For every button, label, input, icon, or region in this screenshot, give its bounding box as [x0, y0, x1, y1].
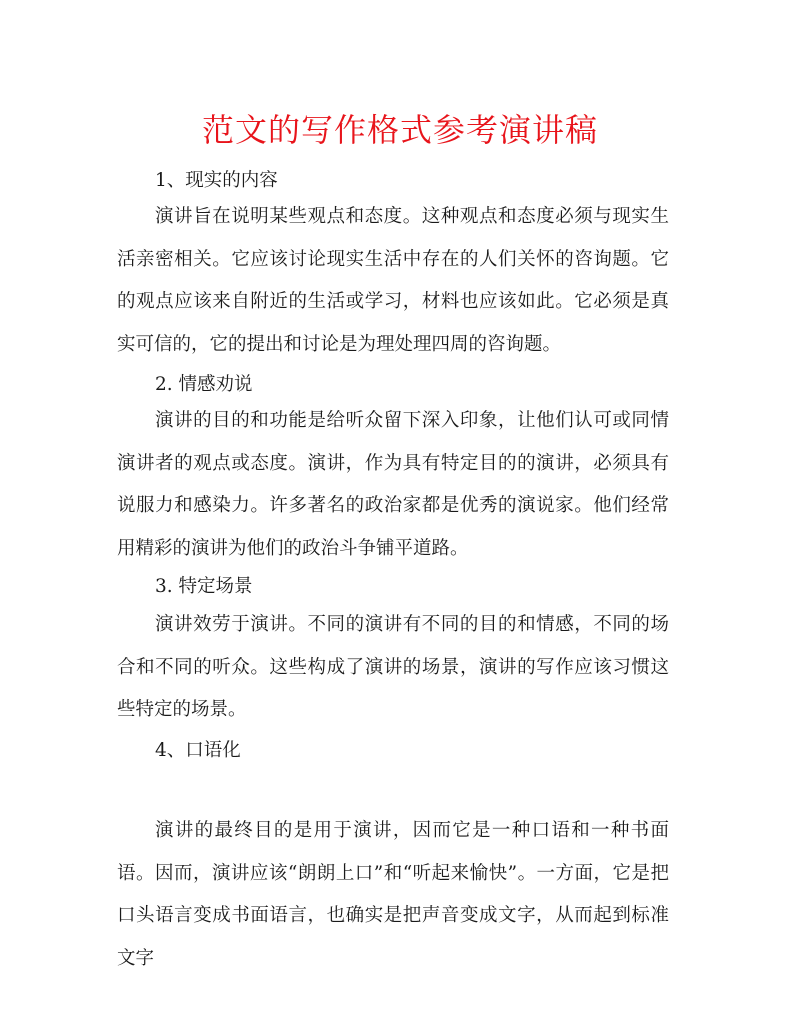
document-title: 范文的写作格式参考演讲稿 [201, 111, 598, 149]
paragraph-text: 演讲旨在说明某些观点和态度。这种观点和态度必须与现实生活亲密相关。它应该讨论现实生活中存在的人们关怀的咨询题。它的观点应该来自附近的生活或学习，材料也应该如此。它必须是真实可信的，它的提出和讨论是为理处理四周的咨询题。 [117, 206, 669, 355]
section-paragraph-3 [117, 604, 669, 732]
paragraph-text: 演讲的最终目的是用于演讲，因而它是一种口语和一种书面语。因而，演讲应该“朗朗上口”和“听起来愉快”。一方面，它是把口头语言变成书面语言，也确实是把声音变成文字，从而起到标准文字 [117, 820, 669, 969]
section-paragraph-2 [117, 400, 669, 570]
paragraph-text: 演讲效劳于演讲。不同的演讲有不同的目的和情感，不同的场合和不同的听众。这些构成了演讲的场景，演讲的写作应该习惯这些特定的场景。 [117, 614, 669, 720]
section-heading-2: 2. 情感劝说 [155, 374, 253, 395]
section-heading-1: 1、现实的内容 [155, 170, 278, 191]
paragraph-text: 演讲的目的和功能是给听众留下深入印象，让他们认可或同情演讲者的观点或态度。演讲，作为具有特定目的的演讲，必须具有说服力和感染力。许多著名的政治家都是优秀的演说家。他们经常用精彩的演讲为他们的政治斗争铺平道路。 [117, 410, 669, 559]
section-paragraph-4 [117, 810, 669, 980]
section-paragraph-1 [117, 196, 669, 366]
section-heading-4: 4、口语化 [155, 740, 241, 761]
section-heading-3: 3. 特定场景 [155, 576, 253, 597]
